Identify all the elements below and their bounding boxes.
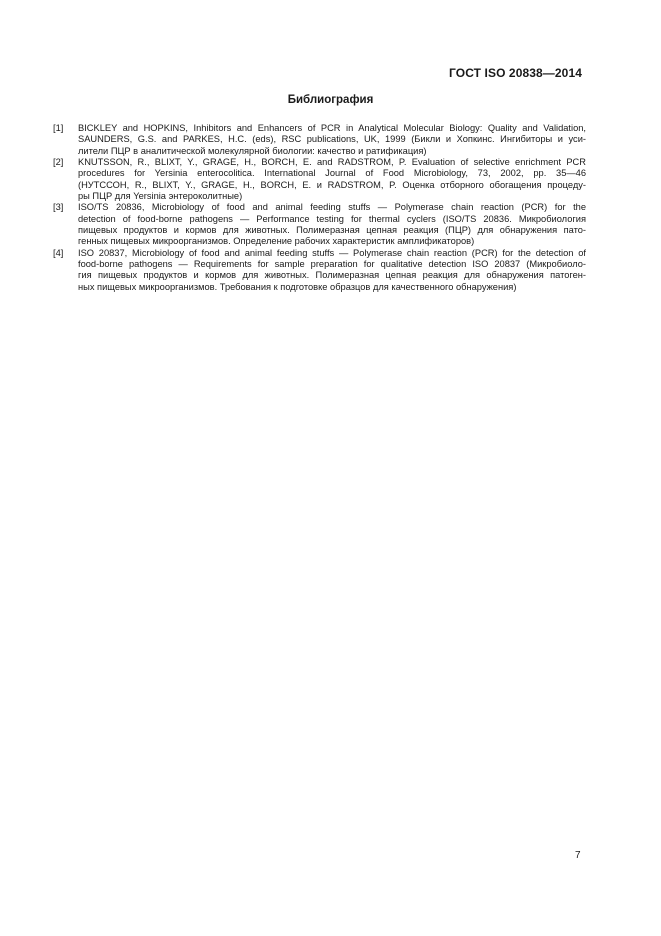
entry-line: KNUTSSON, R., BLIXT, Y., GRAGE, H., BORCH, E. and RADSTROM, P. Evaluation of selective enrichment PCR	[78, 157, 586, 168]
bibliography-entry	[53, 248, 586, 293]
entry-line: ных пищевых микроорганизмов. Требования к подготовке образцов для качественного обнаружения)	[78, 281, 517, 292]
page-number: 7	[575, 850, 581, 861]
entry-text	[78, 123, 586, 157]
entry-line: ISO/TS 20836, Microbiology of food and animal feeding stuffs — Polymerase chain reaction (PCR) for the	[78, 202, 586, 213]
entry-line: ры ПЦР для Yersinia энтероколитные)	[78, 191, 243, 202]
entry-line: detection of food-borne pathogens — Performance testing for thermal cyclers (ISO/TS 20836. Микробиология	[78, 213, 586, 224]
bibliography-list	[53, 123, 586, 293]
bibliography-entry	[53, 202, 586, 247]
entry-line: SAUNDERS, G.S. and PARKES, H.C. (eds), RSC publications, UK, 1999 (Бикли и Хопкинс. Ингибиторы и уси-	[78, 134, 586, 145]
entry-line: генных пищевых микроорганизмов. Определение рабочих характеристик амплификаторов)	[78, 236, 475, 247]
entry-line: гия пищевых продуктов и кормов для животных. Полимеразная цепная реакция для обнаружения патоген-	[78, 270, 586, 281]
entry-line: (НУТССОН, R., BLIXT, Y., GRAGE, H., BORCH, E. и RADSTROM, P. Оценка отборного обогащения процеду-	[78, 179, 586, 190]
section-title: Библиография	[287, 94, 374, 106]
entry-number: [1]	[53, 123, 64, 133]
entry-number: [3]	[53, 202, 64, 213]
entry-line: лители ПЦР в аналитической молекулярной биологии: качество и ратификация)	[78, 145, 427, 156]
bibliography-entry	[53, 123, 586, 157]
entry-text	[78, 157, 586, 202]
entry-line: procedures for Yersinia enterocolitica. International Journal of Food Microbiology, 73, 2002, pp. 35—46	[78, 168, 586, 179]
entry-line: ISO 20837, Microbiology of food and animal feeding stuffs — Polymerase chain reaction (PCR) for the detection of	[78, 247, 586, 258]
entry-text	[78, 248, 586, 293]
entry-line: food-borne pathogens — Requirements for sample preparation for qualitative detection ISO 20837 (Микробиоло-	[78, 259, 586, 270]
entry-line: пищевых продуктов и кормов для животных. Полимеразная цепная реакция (ПЦР) для обнаружения пато-	[78, 225, 586, 236]
entry-number: [4]	[53, 247, 64, 258]
entry-number: [2]	[53, 157, 64, 168]
entry-text	[78, 202, 586, 247]
entry-line: BICKLEY and HOPKINS, Inhibitors and Enhancers of PCR in Analytical Molecular Biology: Quality and Validation,	[78, 123, 586, 133]
document-code: ГОСТ ISO 20838—2014	[449, 66, 582, 80]
bibliography-entry	[53, 157, 586, 202]
